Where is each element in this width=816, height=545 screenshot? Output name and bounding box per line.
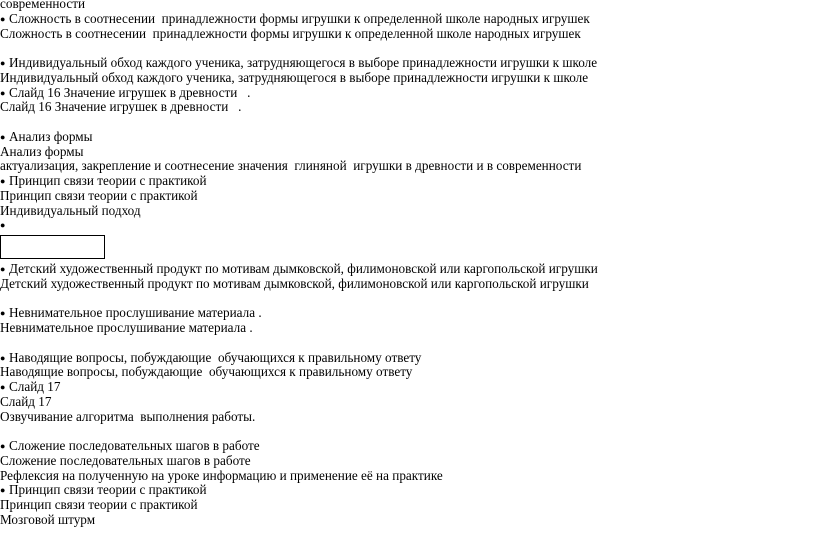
line-text: Индивидуальный подход <box>0 203 141 218</box>
text-line <box>0 204 816 219</box>
line-text: Индивидуальный обход каждого ученика, затрудняющегося в выборе принадлежности игрушки к школе <box>9 56 598 70</box>
text-line <box>0 0 816 12</box>
text-line <box>0 321 816 336</box>
line-text: Индивидуальный обход каждого ученика, затрудняющегося в выборе принадлежности игрушки к школе <box>0 70 589 85</box>
bullet-icon: ● <box>0 13 6 24</box>
line-text: Сложение последовательных шагов в работе <box>9 439 260 453</box>
bullet-icon: ● <box>0 58 6 68</box>
text-line <box>0 513 816 528</box>
line-text: Невнимательное прослушивание материала . <box>9 306 262 321</box>
bullet-line <box>0 380 816 395</box>
line-text: Слайд 17 <box>0 394 52 409</box>
text-line <box>0 365 816 380</box>
text-line <box>0 498 816 513</box>
line-text: Принцип связи теории с практикой <box>0 498 198 512</box>
bullet-icon: ● <box>0 352 6 363</box>
line-text: Слайд 16 Значение игрушек в древности . <box>9 85 251 100</box>
line-text: Детский художественный продукт по мотивам дымковской, филимоновской или каргопольской игрушки <box>9 262 598 276</box>
text-line <box>0 159 816 174</box>
text-line <box>0 410 816 425</box>
blank-line <box>0 336 816 351</box>
blank-line <box>0 292 816 307</box>
text-block-top <box>0 0 816 233</box>
line-text: Принцип связи теории с практикой <box>0 188 198 203</box>
bullet-icon: ● <box>0 308 6 319</box>
text-line <box>0 71 816 86</box>
bullet-line <box>0 483 816 498</box>
line-text: Принцип связи теории с практикой <box>9 483 207 498</box>
bullet-line <box>0 306 816 321</box>
line-text: Принцип связи теории с практикой <box>9 174 207 188</box>
line-text: Сложность в соотнесении принадлежности формы игрушки к определенной школе народных игрушек <box>9 11 590 26</box>
line-text: актуализация, закрепление и соотнесение значения глиняной игрушки в древности и в современности <box>0 159 582 174</box>
line-text: Анализ формы <box>0 144 84 159</box>
bullet-icon: ● <box>0 176 6 186</box>
line-text: Слайд 16 Значение игрушек в древности . <box>0 100 242 115</box>
text-line <box>0 469 816 484</box>
line-text: Детский художественный продукт по мотивам дымковской, филимоновской или каргопольской игрушки <box>0 276 589 291</box>
bullet-line <box>0 56 816 71</box>
empty-box-row <box>0 233 816 262</box>
line-text: Озвучивание алгоритма выполнения работы. <box>0 409 256 424</box>
bullet-line <box>0 174 816 189</box>
blank-line <box>0 115 816 130</box>
text-line <box>0 277 816 292</box>
line-text: Сложение последовательных шагов в работе <box>0 453 251 468</box>
line-text: Невнимательное прослушивание материала . <box>0 321 253 335</box>
text-line <box>0 100 816 115</box>
text-line <box>0 145 816 160</box>
bullet-icon: ● <box>0 131 6 142</box>
bullet-line <box>0 439 816 454</box>
text-block-bottom <box>0 262 816 528</box>
bullet-line <box>0 218 816 233</box>
text-line <box>0 454 816 469</box>
line-text: современности <box>0 0 86 11</box>
line-text: Анализ формы <box>9 129 93 144</box>
empty-frame-box <box>0 235 105 259</box>
bullet-line <box>0 130 816 145</box>
line-text: Слайд 17 <box>9 380 61 394</box>
line-text: Сложность в соотнесении принадлежности формы игрушки к определенной школе народных игрушек <box>0 26 581 41</box>
bullet-line <box>0 351 816 366</box>
bullet-line <box>0 86 816 101</box>
bullet-icon: ● <box>0 264 6 274</box>
text-line <box>0 27 816 42</box>
bullet-icon: ● <box>0 220 6 231</box>
bullet-line <box>0 12 816 27</box>
line-text: Наводящие вопросы, побуждающие обучающихся к правильному ответу <box>0 365 413 380</box>
blank-line <box>0 41 816 56</box>
blank-line <box>0 424 816 439</box>
line-text: Рефлексия на полученную на уроке информацию и применение её на практике <box>0 468 443 483</box>
bullet-icon: ● <box>0 485 6 496</box>
text-line <box>0 395 816 410</box>
bullet-icon: ● <box>0 87 6 98</box>
bullet-line <box>0 262 816 277</box>
line-text: Мозговой штурм <box>0 512 96 527</box>
text-line <box>0 189 816 204</box>
bullet-icon: ● <box>0 382 6 392</box>
bullet-icon: ● <box>0 441 6 451</box>
line-text: Наводящие вопросы, побуждающие обучающихся к правильному ответу <box>9 350 422 365</box>
